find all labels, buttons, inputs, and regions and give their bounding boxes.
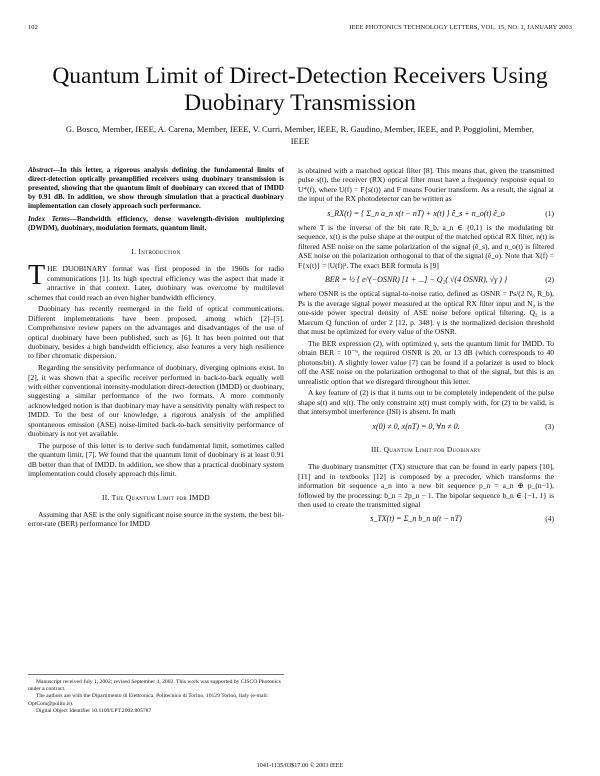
page-number: 102 (28, 24, 38, 31)
equation-1-body: s_RX(t) = { Σ_n a_n x(t − nT) + x(t) } ê_s + n_o(t) ê_o (327, 208, 505, 218)
right-column (298, 166, 554, 529)
footnote-affiliation: The authors are with the Dipartimento di Elettronica, Politecnico di Torino, 10129 Torino, Italy (e-mail: OptCom@polito.it). (28, 693, 269, 707)
left-column (28, 166, 284, 531)
paper-title: Quantum Limit of Direct-Detection Receivers Using Duobinary Transmission (52, 63, 548, 116)
abstract (28, 166, 284, 211)
body-paragraph-1: is obtained with a matched optical filter [8]. This means that, given the transmitted pulse s(t), the receiver (RX) optical filter must have a frequency response equal to U*(f), where U(f) = F{s(t)} and F means Fourier transform. As a result, the signal at the input of the RX photodetector can be written as (298, 166, 554, 204)
body-paragraph-6: The duobinary transmitter (TX) structure that can be found in early papers [10], [11] and in textbooks [12] is composed by a precoder, which transforms the information bit sequence a_n into a new bit sequence p_n = a_n ⊕ p_(n−1), followed by the processing: b_n = 2p_n − 1. The bipolar sequence b_n ∈ {−1, 1} is then used to create the transmitted signal (298, 462, 554, 509)
equation-2-body: BER = ½ { e^(−OSNR) [1 + ...] − Q₂( √(4 OSNR), √γ ) } (324, 275, 508, 285)
intro-paragraph-4: The purpose of this letter is to derive such fundamental limit, sometimes called the quantum limit, [7]. We found that the quantum limit of duobinary is at least 0.91 dB better than that of IMDD. In addition, we show that a practical duobinary system implementation could closely approach this limit. (28, 440, 284, 479)
imdd-paragraph-1: Assuming that ASE is the only significant noise source in the system, the best bit-error-rate (BER) performance for IMDD (28, 509, 284, 529)
intro-paragraph-3: Regarding the sensitivity performance of duobinary, diverging opinions exist. In [2], it was shown that a specific receiver performed in back-to-back equally well with either conventional intensity-modulation direct-detection (IMDD) or duobinary, suggesting a similar performance of the two formats. A more commonly acknowledged notion is that duobinary may have a sensitivity penalty with respect to IMDD. To the best of our knowledge, a rigorous analysis of the amplified spontaneous emission (ASE) noise-limited back-to-back sensitivity performance of duobinary is not yet available. (28, 363, 284, 439)
equation-4-body: s_TX(t) = Σ_n b_n u(t − nT) (370, 514, 462, 524)
equation-1-number: (1) (545, 208, 554, 218)
equation-4 (298, 514, 554, 523)
equation-3 (298, 422, 554, 431)
intro-paragraph-1-text: HE DUOBINARY format was first proposed in the 1960s for radio communications [1]. Its high spectral efficiency was the aspect that made it attractive in that context. Later, duobinary was overcome by multilevel schemes that could reach an even higher bandwidth efficiency. (28, 264, 284, 302)
intro-paragraph-1 (28, 260, 284, 302)
body-paragraph-3: where OSNR is the optical signal-to-noise ratio, defined as OSNR = Ps/(2 N₀ R_b), Ps is the average signal power measured at the optical RX filter input and N₀ is the one-side power spectral density of ASE noise before optical filtering. Q₂ is a Marcum Q function of order 2 [12, p. 348]. γ is the normalized decision threshold that must be optimized for every value of the OSNR. (298, 289, 554, 337)
body-paragraph-5: A key feature of (2) is that it turns out to be completely independent of the pulse shape s(t) and x(t). The only constraint x(t) must comply with, for (2) to be valid, is that intersymbol interference (ISI) is absent. In math (298, 388, 554, 417)
copyright-footer: 1041-1135/03$17.00 © 2003 IEEE (256, 762, 344, 769)
equation-3-number: (3) (545, 421, 554, 431)
author-list: G. Bosco, Member, IEEE, A. Carena, Member, IEEE, V. Curri, Member, IEEE, R. Gaudino, Member, IEEE, and P. Poggiolini, Member, IEEE (65, 124, 535, 146)
equation-1 (298, 209, 554, 218)
body-paragraph-4: The BER expression (2), with optimized γ, sets the quantum limit for IMDD. To obtain BER = 10⁻⁹, the required OSNR is 20, or 13 dB (which corresponds to 40 photons/bit). A slightly lower value [7] can be found if a polarizer is used to block off the ASE noise on the polarization orthogonal to that of the signal, but this is an unrealistic option that we disregard throughout this letter. (298, 338, 554, 386)
section-heading-imdd: II. The Quantum Limit for IMDD (101, 492, 211, 502)
footnote-doi: Digital Object Identifier 10.1109/LPT.2002.805787 (36, 707, 152, 714)
section-heading-duobinary: III. Quantum Limit for Duobinary (370, 444, 482, 454)
equation-4-number: (4) (545, 514, 554, 524)
abstract-label: Abstract— (28, 166, 60, 174)
index-terms-label: Index Terms— (28, 215, 77, 223)
section-heading-introduction: I. Introduction (131, 247, 181, 256)
equation-2-number: (2) (545, 275, 554, 285)
drop-cap: T (28, 260, 46, 292)
footnote-received: Manuscript received July 1, 2002; revised September 4, 2002. This work was supported by CISCO Photonics under a contract. (28, 679, 281, 693)
equation-2 (298, 275, 554, 284)
running-header: IEEE PHOTONICS TECHNOLOGY LETTERS, VOL. 15, NO. 1, JANUARY 2003 (349, 24, 572, 31)
index-terms-text: Bandwidth efficiency, dense wavelength-division multiplexing (DWDM), duobinary, modulation formats, quantum limit. (28, 215, 284, 232)
equation-3-body: x(0) ≠ 0, x(nT) = 0, ∀n ≠ 0. (372, 421, 460, 431)
intro-paragraph-2: Duobinary has recently reemerged in the field of optical communications. Different implementations have been proposed, among which [2]–[5]. Comprehensive review papers on the advantages and disadvantages of the use of optical duobinary have been published, such as [6]. It has been pointed out that duobinary, besides a high bandwidth efficiency, also features a very high resilience to fiber chromatic dispersion. (28, 304, 284, 361)
abstract-text: In this letter, a rigorous analysis defining the fundamental limits of direct-detection optically preamplified receivers using duobinary transmission is presented, showing that the quantum limit of duobinary can exceed that of IMDD by 0.91 dB. In addition, we show through simulation that a practical duobinary implementation can closely approach such performance. (28, 166, 284, 210)
body-paragraph-2: where T is the inverse of the bit rate R_b, a_n ∈ {0,1} is the modulating bit sequence, x(t) is the pulse shape at the output of the matched optical RX filter, n(t) is filtered ASE noise on the same polarization of the signal (ê_s), and n_o(t) is filtered ASE noise on the polarization orthogonal to that of the signal (ê_o). Note that X(f) = F{x(t)} = |U(f)|². The exact BER formula is [9] (298, 223, 554, 270)
index-terms (28, 215, 284, 233)
footnotes (28, 674, 284, 715)
